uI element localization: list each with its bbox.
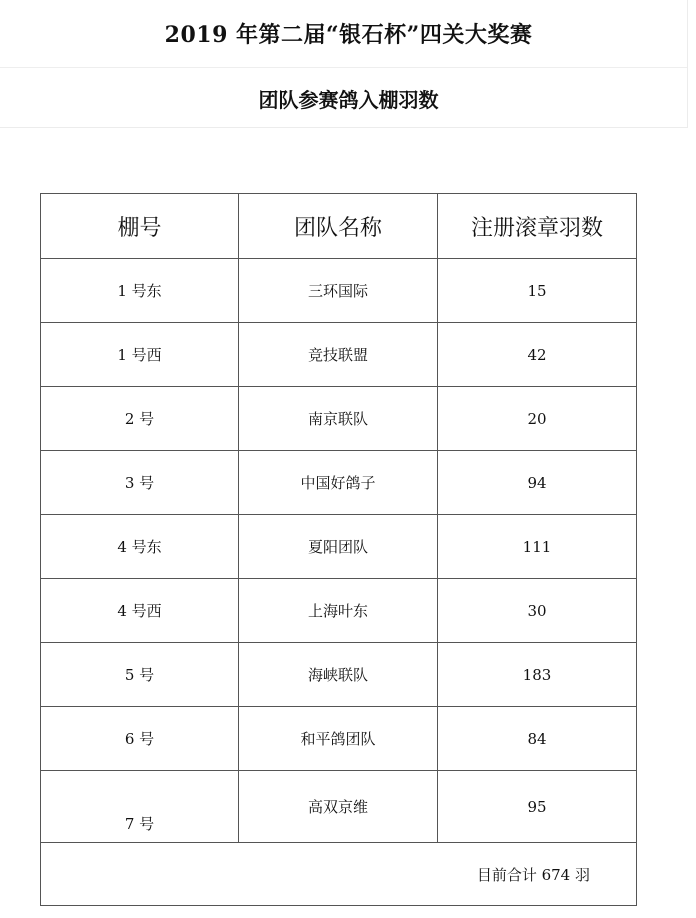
table-row [41, 515, 637, 579]
count-cell: 30 [438, 579, 637, 643]
count-cell: 84 [438, 707, 637, 771]
pen-cell: 6 号 [41, 707, 239, 771]
team-cell: 中国好鸽子 [239, 451, 438, 515]
title-row [0, 0, 687, 68]
column-header-team: 团队名称 [239, 194, 438, 259]
page-title: 2019 年第二届“银石杯”四关大奖赛 [164, 22, 533, 48]
count-cell: 111 [438, 515, 637, 579]
table-row [41, 579, 637, 643]
team-cell: 上海叶东 [239, 579, 438, 643]
pen-cell: 7 号 [41, 771, 239, 843]
pen-cell: 3 号 [41, 451, 239, 515]
column-header-count: 注册滚章羽数 [438, 194, 637, 259]
pen-cell: 2 号 [41, 387, 239, 451]
count-cell: 95 [438, 771, 637, 843]
pen-cell: 4 号西 [41, 579, 239, 643]
team-cell: 高双京维 [239, 771, 438, 843]
table-header-row [41, 194, 637, 259]
table-row [41, 387, 637, 451]
table-row [41, 323, 637, 387]
pen-cell: 1 号西 [41, 323, 239, 387]
team-cell: 和平鸽团队 [239, 707, 438, 771]
pigeon-count-table [40, 193, 637, 906]
pen-cell: 5 号 [41, 643, 239, 707]
table-row [41, 643, 637, 707]
team-cell: 南京联队 [239, 387, 438, 451]
team-cell: 夏阳团队 [239, 515, 438, 579]
table-row [41, 707, 637, 771]
count-cell: 94 [438, 451, 637, 515]
table-row [41, 451, 637, 515]
team-cell: 海峡联队 [239, 643, 438, 707]
total-row [41, 843, 637, 906]
table-row [41, 259, 637, 323]
team-cell: 三环国际 [239, 259, 438, 323]
page-subtitle: 团队参赛鸽入棚羽数 [258, 87, 439, 112]
pen-cell: 4 号东 [41, 515, 239, 579]
count-cell: 15 [438, 259, 637, 323]
team-cell: 竞技联盟 [239, 323, 438, 387]
subtitle-row [0, 68, 687, 128]
table-row [41, 771, 637, 843]
column-header-pen: 棚号 [41, 194, 239, 259]
count-cell: 20 [438, 387, 637, 451]
total-cell: 目前合计 674 羽 [41, 843, 637, 906]
count-cell: 183 [438, 643, 637, 707]
header-block [0, 0, 688, 128]
count-cell: 42 [438, 323, 637, 387]
pen-cell: 1 号东 [41, 259, 239, 323]
